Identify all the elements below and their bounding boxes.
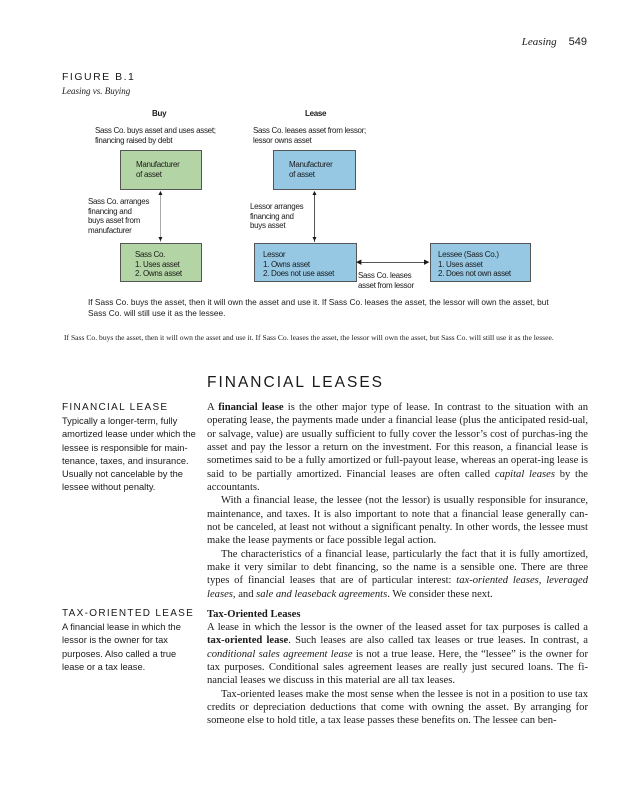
line: buys asset — [250, 221, 286, 230]
paragraph — [207, 621, 588, 688]
italic-term: capital leases — [494, 468, 555, 480]
line: manufacturer — [88, 225, 132, 235]
margin-definition-tax-oriented-lease: A financial lease in which the lessor is the owner for tax purposes. Also called a true lease or a tax lease. — [62, 622, 181, 672]
margin-term-financial-lease: FINANCIAL LEASE — [62, 402, 169, 413]
lease-link-label — [358, 271, 414, 290]
line: Sass Co. buys asset and uses asset; — [95, 126, 216, 135]
margin-term-tax-oriented-lease: TAX-ORIENTED LEASE — [62, 608, 195, 619]
line: financing raised by debt — [95, 135, 173, 145]
line: 2. Does not own asset — [438, 269, 511, 278]
line: Manufacturer — [136, 160, 180, 169]
lease-description — [253, 126, 366, 145]
line: financing and — [250, 211, 294, 221]
arrow-up-icon: ▲ — [157, 189, 164, 197]
line: Sass Co. arranges — [88, 197, 150, 206]
line: Lessor — [263, 250, 286, 259]
paragraph — [207, 401, 588, 494]
margin-definition-financial-lease: Typically a longer-term, fully amortized lease under which the lessee is responsible for main-tenance, taxes, and insurance. Usually not cancelable by the lessee without penalty. — [62, 416, 196, 493]
line: 2. Owns asset — [135, 269, 182, 278]
line: 1. Owns asset — [263, 259, 310, 269]
figure-label: FIGURE B.1 — [62, 71, 136, 83]
buy-manufacturer-box — [120, 150, 202, 190]
line: Sass Co. leases — [358, 271, 412, 280]
lessee-box — [430, 243, 531, 282]
text-run: is not a true lease. Here, the “lessee” is the owner for tax purposes. Conditional sales agreement leases are really just secured loans. The fi-nancial leases we discuss in this material are all tax leases. — [207, 648, 588, 687]
arrow-right-icon: ▶ — [424, 258, 430, 266]
lease-arrow-label — [250, 202, 303, 231]
bold-term: financial lease — [218, 402, 284, 413]
text-run: Tax-oriented leases make the most sense when the lessee is not in a position to use tax credits or depreciation deductions that come with owning the asset. By arranging for someone else to hold title, a tax lease passes these benefits on. The lessee can ben- — [207, 688, 588, 727]
text-run: by the accountants. — [207, 468, 588, 494]
running-header-section: Leasing — [521, 36, 557, 48]
italic-term: conditional sales agreement lease — [207, 648, 353, 660]
lease-link-arrow — [360, 262, 428, 263]
line: 1. Uses asset — [135, 259, 180, 269]
figure-caption: If Sass Co. buys the asset, then it will own the asset and use it. If Sass Co. leases the asset, the lessor will own the asset, but Sass Co. will still use it as the lessee. — [64, 333, 554, 342]
lease-manufacturer-box — [273, 150, 356, 190]
arrow-down-icon: ▼ — [311, 235, 318, 243]
line: of asset — [289, 169, 315, 179]
text-run: . We consider these next. — [387, 588, 493, 600]
text-run: and — [235, 588, 257, 600]
text-run: A — [207, 402, 219, 413]
line: Lessee (Sass Co.) — [438, 250, 499, 259]
running-header — [522, 36, 587, 48]
italic-term: tax-oriented leases, leveraged leases, — [207, 575, 588, 600]
sass-co-box — [120, 243, 202, 282]
paragraph — [207, 494, 588, 547]
line: Sass Co. leases asset from lessor; — [253, 126, 366, 135]
arrow-down-icon: ▼ — [157, 235, 164, 243]
line: financing and — [88, 206, 132, 216]
buy-description — [95, 126, 216, 145]
page-number: 549 — [568, 36, 587, 48]
buy-arrow-label — [88, 197, 149, 235]
figure-title: Leasing vs. Buying — [62, 86, 131, 96]
body-text-financial-leases — [207, 401, 588, 601]
text-run: A lease in which the lessor is the owner of the leased asset for tax purposes is called a — [207, 622, 588, 633]
arrow-up-icon: ▲ — [311, 189, 318, 197]
text-run: With a financial lease, the lessee (not the lessor) is usually responsible for insurance, maintenance, and taxes. It is also important to note that a financial lease generally can-not be canceled, at least not without a significant penalty. In other words, the lessee must make the lease payments or face possible legal action. — [207, 495, 588, 547]
paragraph — [207, 548, 588, 601]
line: asset from lessor — [358, 280, 414, 290]
text-run: . Such leases are also called tax leases or true leases. In contrast, a — [288, 635, 588, 647]
paragraph — [207, 688, 588, 728]
figure-inner-caption: If Sass Co. buys the asset, then it will own the asset and use it. If Sass Co. leases the asset, the lessor will own the asset, but Sass Co. will still use it as the lessee. — [88, 297, 549, 318]
section-heading: FINANCIAL LEASES — [207, 374, 385, 391]
arrow-left-icon: ◀ — [356, 258, 362, 266]
line: Sass Co. — [135, 250, 166, 259]
line: buys asset from — [88, 216, 140, 225]
italic-term: sale and leaseback agreements — [256, 588, 388, 600]
bold-term: tax-oriented lease — [207, 635, 289, 647]
line: Lessor arranges — [250, 202, 304, 211]
buy-heading: Buy — [152, 109, 167, 118]
subsection-heading: Tax-Oriented Leases — [207, 609, 301, 620]
lease-heading: Lease — [305, 109, 327, 118]
line: Manufacturer — [289, 160, 333, 169]
text-run: is the other major type of lease. In contrast to the situation with an operating lease, the payments made under a financial lease (plus the anticipated resid-ual, or salvage, value) are usually sufficient to fully cover the lessor’s cost of purchas-ing the asset and pay the lessor a return on the investment. For this reason, a financial lease is sometimes said to be a fully amortized or full-payout lease, whereas an operat-ing lease is said to be partially amortized. Financial leases are often called — [207, 402, 588, 480]
line: of asset — [136, 169, 162, 179]
line: lessor owns asset — [253, 135, 312, 145]
line: 1. Uses asset — [438, 259, 483, 269]
text-run: The characteristics of a financial lease, particularly the fact that it is fully amortized, make it very similar to debt financing, so the name is a sensible one. There are three types of financial leases that are of particular interest: — [207, 548, 588, 587]
body-text-tax-oriented-leases — [207, 621, 588, 728]
lessor-box — [254, 243, 357, 282]
line: 2. Does not use asset — [263, 269, 335, 278]
